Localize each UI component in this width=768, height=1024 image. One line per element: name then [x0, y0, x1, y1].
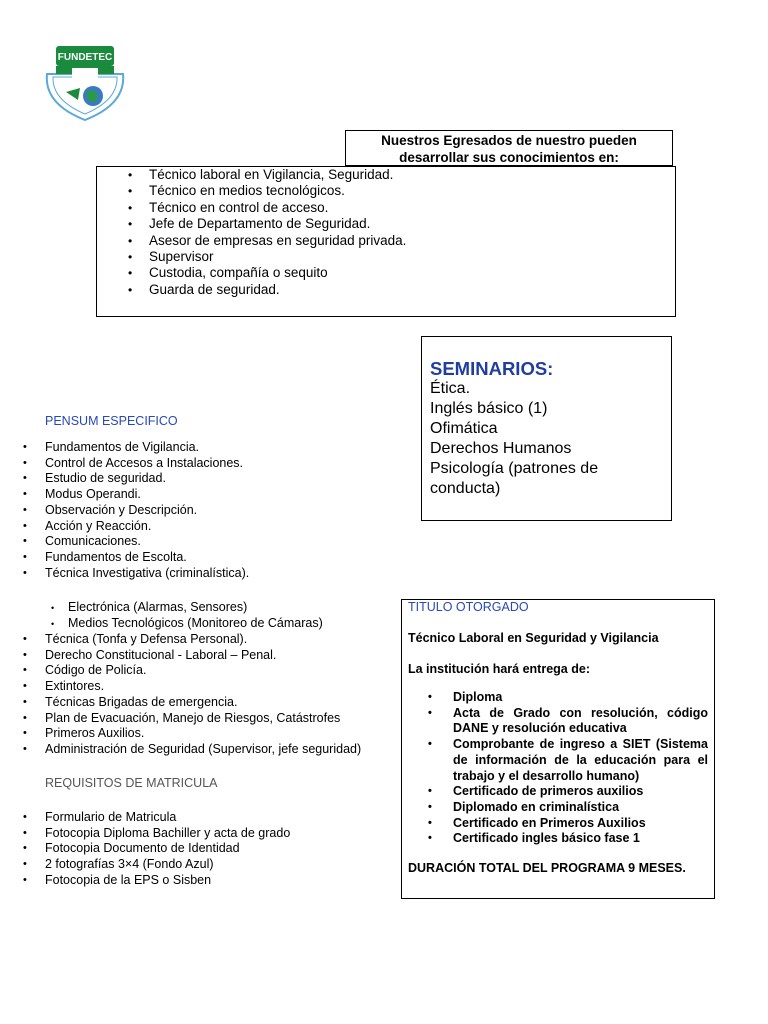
pensum-title: PENSUM ESPECIFICO — [45, 414, 178, 428]
egresados-title-line2: desarrollar sus conocimientos en: — [399, 150, 619, 165]
entrega-list — [453, 690, 708, 847]
list-item: • Formulario de Matricula — [45, 810, 290, 826]
list-item: • Supervisor — [149, 249, 406, 265]
requisitos-title: REQUISITOS DE MATRICULA — [45, 776, 218, 790]
titulo-name: Técnico Laboral en Seguridad y Vigilancia — [408, 631, 659, 645]
egresados-list — [149, 167, 406, 298]
fundetec-logo — [44, 44, 126, 122]
titulo-label: TITULO OTORGADO — [408, 600, 529, 614]
list-item: • Extintores. — [45, 679, 361, 695]
list-item: • Técnica (Tonfa y Defensa Personal). — [45, 632, 361, 648]
list-item: • Comprobante de ingreso a SIET (Sistema de información de la educación para el trabajo y el desarrollo humano) — [453, 737, 708, 784]
list-item: • Control de Accesos a Instalaciones. — [45, 456, 249, 472]
list-item: • 2 fotografías 3×4 (Fondo Azul) — [45, 857, 290, 873]
svg-text:FUNDETEC: FUNDETEC — [57, 52, 113, 63]
list-item: • Técnica Investigativa (criminalística). — [45, 566, 249, 582]
list-item: • Derecho Constitucional - Laboral – Penal. — [45, 648, 361, 664]
egresados-title-box — [345, 130, 673, 166]
list-item: • Medios Tecnológicos (Monitoreo de Cámaras) — [68, 616, 323, 632]
list-item: • Modus Operandi. — [45, 487, 249, 503]
seminario-item: Derechos Humanos — [430, 440, 572, 457]
requisitos-list — [45, 810, 290, 889]
list-item: • Primeros Auxilios. — [45, 726, 361, 742]
pensum-list — [45, 440, 249, 581]
egresados-title-line1: Nuestros Egresados de nuestro pueden — [381, 133, 637, 148]
entrega-label: La institución hará entrega de: — [408, 662, 590, 676]
list-item: • Fotocopia Documento de Identidad — [45, 841, 290, 857]
list-item: • Diplomado en criminalística — [453, 800, 708, 816]
list-item: • Código de Policía. — [45, 663, 361, 679]
pensum-list-2 — [45, 632, 361, 758]
list-item: • Técnico en control de acceso. — [149, 200, 406, 216]
seminario-item: Ética. — [430, 380, 471, 397]
seminario-item: Inglés básico (1) — [430, 400, 548, 417]
list-item: • Electrónica (Alarmas, Sensores) — [68, 600, 323, 616]
seminario-item: conducta) — [430, 480, 501, 497]
list-item: • Fotocopia de la EPS o Sisben — [45, 873, 290, 889]
list-item: • Certificado ingles básico fase 1 — [453, 831, 708, 847]
seminarios-list — [430, 379, 671, 499]
list-item: • Certificado de primeros auxilios — [453, 784, 708, 800]
list-item: • Fotocopia Diploma Bachiller y acta de grado — [45, 826, 290, 842]
seminario-item: Psicología (patrones de — [430, 460, 599, 477]
pensum-sub-list — [68, 600, 323, 631]
list-item: • Certificado en Primeros Auxilios — [453, 816, 708, 832]
list-item: • Custodia, compañía o sequito — [149, 265, 406, 281]
list-item: • Fundamentos de Escolta. — [45, 550, 249, 566]
list-item: • Técnicas Brigadas de emergencia. — [45, 695, 361, 711]
list-item: • Acción y Reacción. — [45, 519, 249, 535]
seminarios-box — [421, 336, 672, 521]
list-item: • Guarda de seguridad. — [149, 282, 406, 298]
list-item: • Fundamentos de Vigilancia. — [45, 440, 249, 456]
list-item: • Jefe de Departamento de Seguridad. — [149, 216, 406, 232]
list-item: • Administración de Seguridad (Supervisor, jefe seguridad) — [45, 742, 361, 758]
list-item: • Observación y Descripción. — [45, 503, 249, 519]
list-item: • Técnico laboral en Vigilancia, Seguridad. — [149, 167, 406, 183]
list-item: • Acta de Grado con resolución, código DANE y resolución educativa — [453, 706, 708, 737]
list-item: • Comunicaciones. — [45, 534, 249, 550]
list-item: • Diploma — [453, 690, 708, 706]
duracion-text: DURACIÓN TOTAL DEL PROGRAMA 9 MESES. — [408, 861, 686, 875]
list-item: • Asesor de empresas en seguridad privada. — [149, 233, 406, 249]
seminario-item: Ofimática — [430, 420, 498, 437]
list-item: • Plan de Evacuación, Manejo de Riesgos, Catástrofes — [45, 711, 361, 727]
seminarios-title: SEMINARIOS: — [430, 358, 554, 379]
list-item: • Técnico en medios tecnológicos. — [149, 183, 406, 199]
list-item: • Estudio de seguridad. — [45, 471, 249, 487]
